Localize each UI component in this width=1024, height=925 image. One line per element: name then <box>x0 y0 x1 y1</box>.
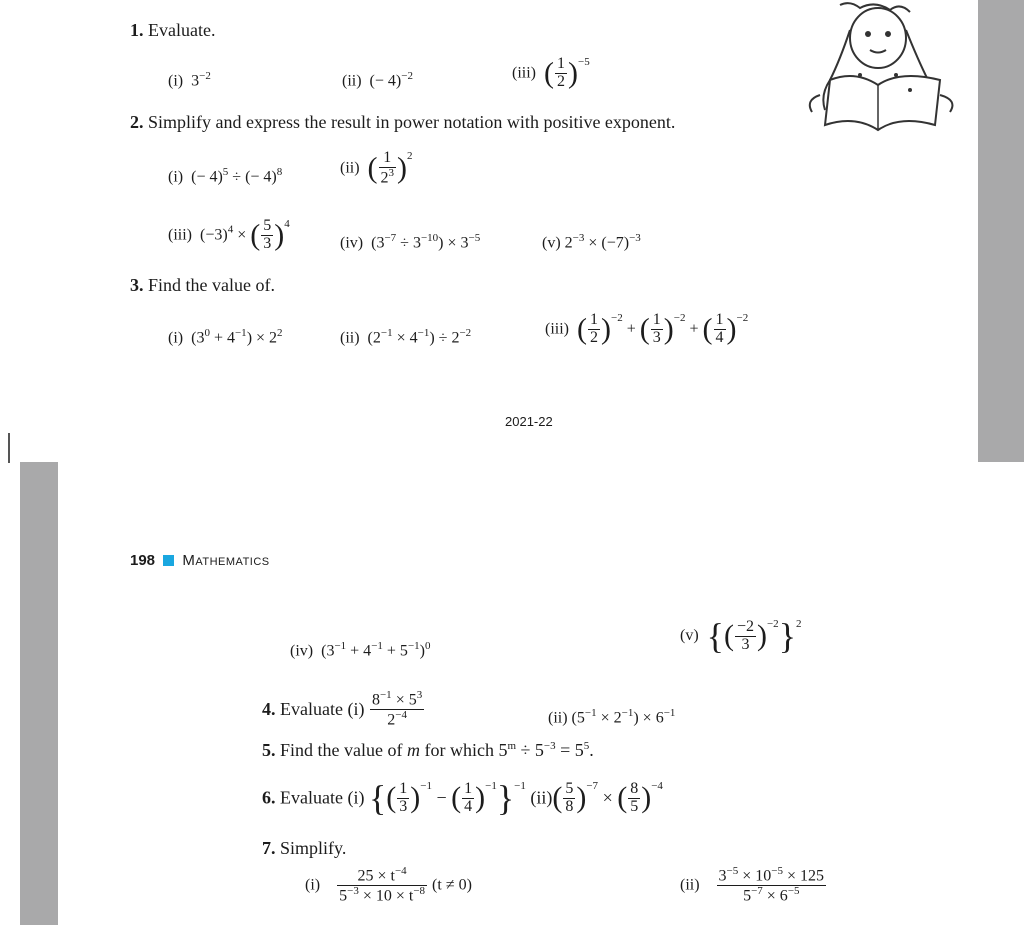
girl-reading-illustration <box>800 0 960 150</box>
q1-item-iii: (iii) ( $\frac{1}{2}$ )$^{-5}$ <box>512 55 590 90</box>
q2-item-i: (i) (− 4)$^5$ ÷ (− 4)$^8$ <box>168 166 283 186</box>
question-2: 2. Simplify and express the result in power notation with positive exponent. <box>130 112 676 132</box>
q3-item-v: (v) {( $\frac{-2}{3}$ )$^{-2}$}$^2$ <box>680 616 802 656</box>
page-number: 198 <box>130 552 156 569</box>
question-4: 4. Evaluate (i) $\frac{8^{-1} \times 5^3}{2^{-4}}$ <box>262 689 423 729</box>
q1-item-i: (i) $3^{-2}$ <box>168 70 211 90</box>
question-7: 7. Simplify. <box>262 838 347 858</box>
left-margin-bar <box>20 462 58 925</box>
q3-item-iv: (iv) $(3^{-1} + 4^{-1} + 5^{-1})^0$ <box>290 640 431 660</box>
subject-title: Mathematics <box>182 552 270 569</box>
q3-item-i: (i) $(3^0 + 4^{-1}) \times 2^2$ <box>168 327 283 347</box>
question-1: 1. Evaluate. <box>130 20 216 40</box>
q3-item-iii: (iii) ( $\frac{1}{2}$ )$^{-2}$ + ( $\frac{1}{3}$ )$^{-2}$ + ( $\frac{1}{4}$ )$^{-2}$ <box>545 311 749 346</box>
header-square-icon <box>163 555 174 566</box>
year-footer: 2021-22 <box>505 414 553 429</box>
page-divider-mark <box>8 433 10 463</box>
question-5: 5. Find the value of m for which $5^m \div 5^{-3} = 5^5$. <box>262 740 594 760</box>
q1-item-ii: (ii) (− 4)$^{-2}$ <box>342 70 413 90</box>
question-6: 6. Evaluate (i) {( $\frac{1}{3}$ )$^{-1}$ − ( $\frac{1}{4}$ )$^{-1}$}$^{-1}$ (ii)( $\frac{5}{8}$ )$^{-7}$ × ( $\frac{8}{5}$ )$^{-4}$ <box>262 778 663 818</box>
question-3: 3. Find the value of. <box>130 275 275 295</box>
page-header <box>130 552 270 569</box>
q7-item-ii: (ii) $\frac{3^{-5} \times 10^{-5} \times 125}{5^{-7} \times 6^{-5}}$ <box>680 865 825 905</box>
q2-item-iv: (iv) $(3^{-7} \div 3^{-10}) \times 3^{-5}$ <box>340 232 481 252</box>
q2-item-ii: (ii) ( $\frac{1}{2^3}$ )$^2$ <box>340 149 413 187</box>
q2-item-v: (v) $2^{-3} \times (-7)^{-3}$ <box>542 232 641 252</box>
q3-item-ii: (ii) $(2^{-1} \times 4^{-1}) \div 2^{-2}$ <box>340 327 472 347</box>
right-margin-bar <box>978 0 1024 462</box>
q7-item-i: (i) $\frac{25 \times t^{-4}}{5^{-3} \times 10 \times t^{-8}}$ (t ≠ 0) <box>305 865 472 905</box>
q4-item-ii: (ii) $(5^{-1} \times 2^{-1}) \times 6^{-1}$ <box>548 707 676 727</box>
q2-item-iii: (iii) $(-3)^4$ × ( $\frac{5}{3}$ )$^4$ <box>168 217 290 252</box>
